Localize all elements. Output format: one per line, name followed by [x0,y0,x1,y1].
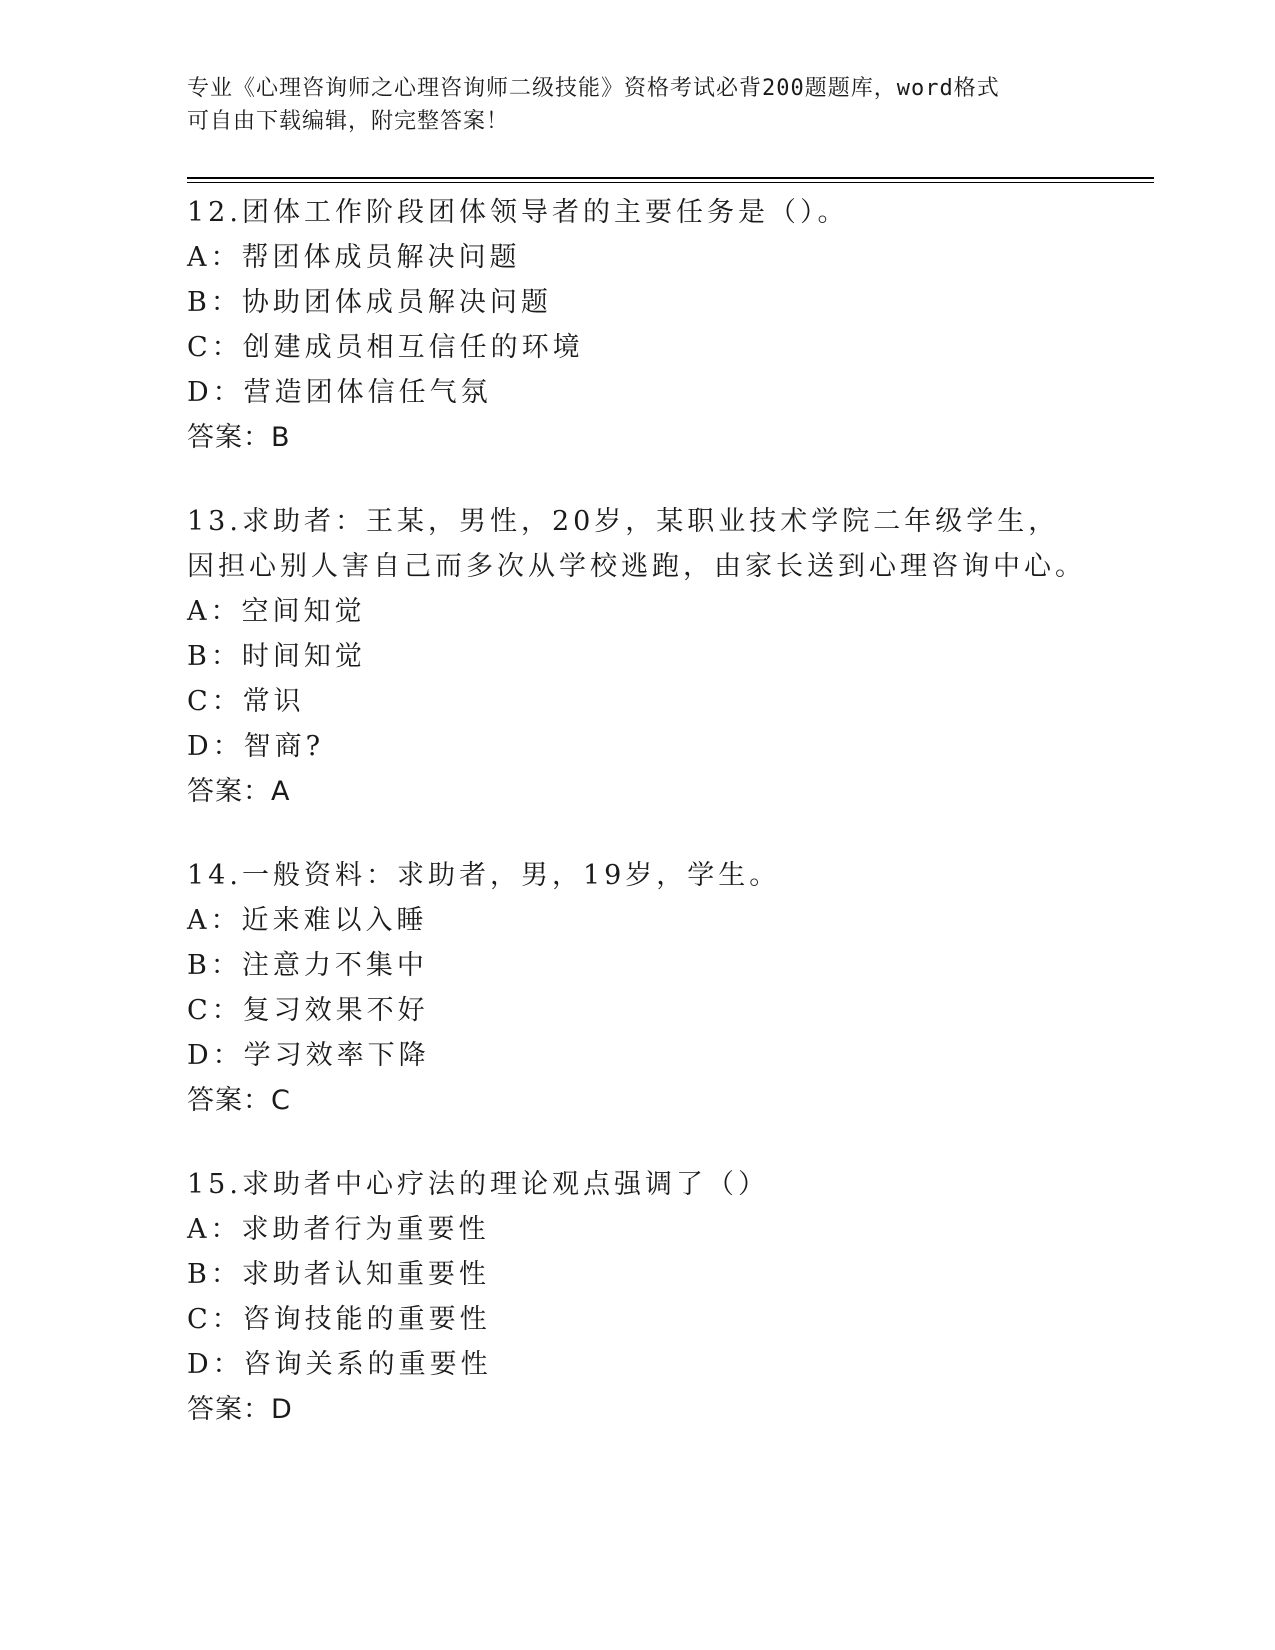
option-c: C：咨询技能的重要性 [187,1304,491,1335]
option-b: B：时间知觉 [187,641,366,672]
option-c: C：复习效果不好 [187,995,429,1026]
document-header [187,72,1087,138]
question-stem: 15.求助者中心疗法的理论观点强调了（） [187,1169,769,1200]
question-stem: 14.一般资料：求助者，男，19岁，学生。 [187,860,781,891]
option-d: D：营造团体信任气氛 [187,377,492,408]
question-item [187,499,1147,815]
answer-line: 答案：D [187,1394,293,1425]
question-item [187,1162,1147,1433]
option-c: C：创建成员相互信任的环境 [187,332,584,363]
option-c: C：常识 [187,686,305,717]
question-list [187,190,1147,1471]
question-stem: 12.团体工作阶段团体领导者的主要任务是（）。 [187,197,849,228]
answer-line: 答案：B [187,422,291,453]
option-a: A：求助者行为重要性 [187,1214,490,1245]
option-a: A：帮团体成员解决问题 [187,242,521,273]
header-divider-thick [187,177,1154,179]
option-a: A：空间知觉 [187,596,366,627]
option-b: B：求助者认知重要性 [187,1259,490,1290]
answer-line: 答案：A [187,776,291,807]
question-stem: 13.求助者：王某，男性，20岁，某职业技术学院二年级学生，因担心别人害自己而多次从学校逃跑，由家长送到心理咨询中心。 [187,506,1086,582]
option-d: D：智商? [187,731,325,762]
option-b: B：注意力不集中 [187,950,428,981]
option-a: A：近来难以入睡 [187,905,428,936]
option-d: D：学习效率下降 [187,1040,430,1071]
question-item [187,853,1147,1124]
header-line-2: 可自由下载编辑，附完整答案！ [187,109,510,134]
header-line-1: 专业《心理咨询师之心理咨询师二级技能》资格考试必背200题题库，word格式 [187,76,1000,101]
header-divider-thin [187,182,1154,183]
option-b: B：协助团体成员解决问题 [187,287,552,318]
question-item [187,190,1147,461]
answer-line: 答案：C [187,1085,291,1116]
option-d: D：咨询关系的重要性 [187,1349,492,1380]
